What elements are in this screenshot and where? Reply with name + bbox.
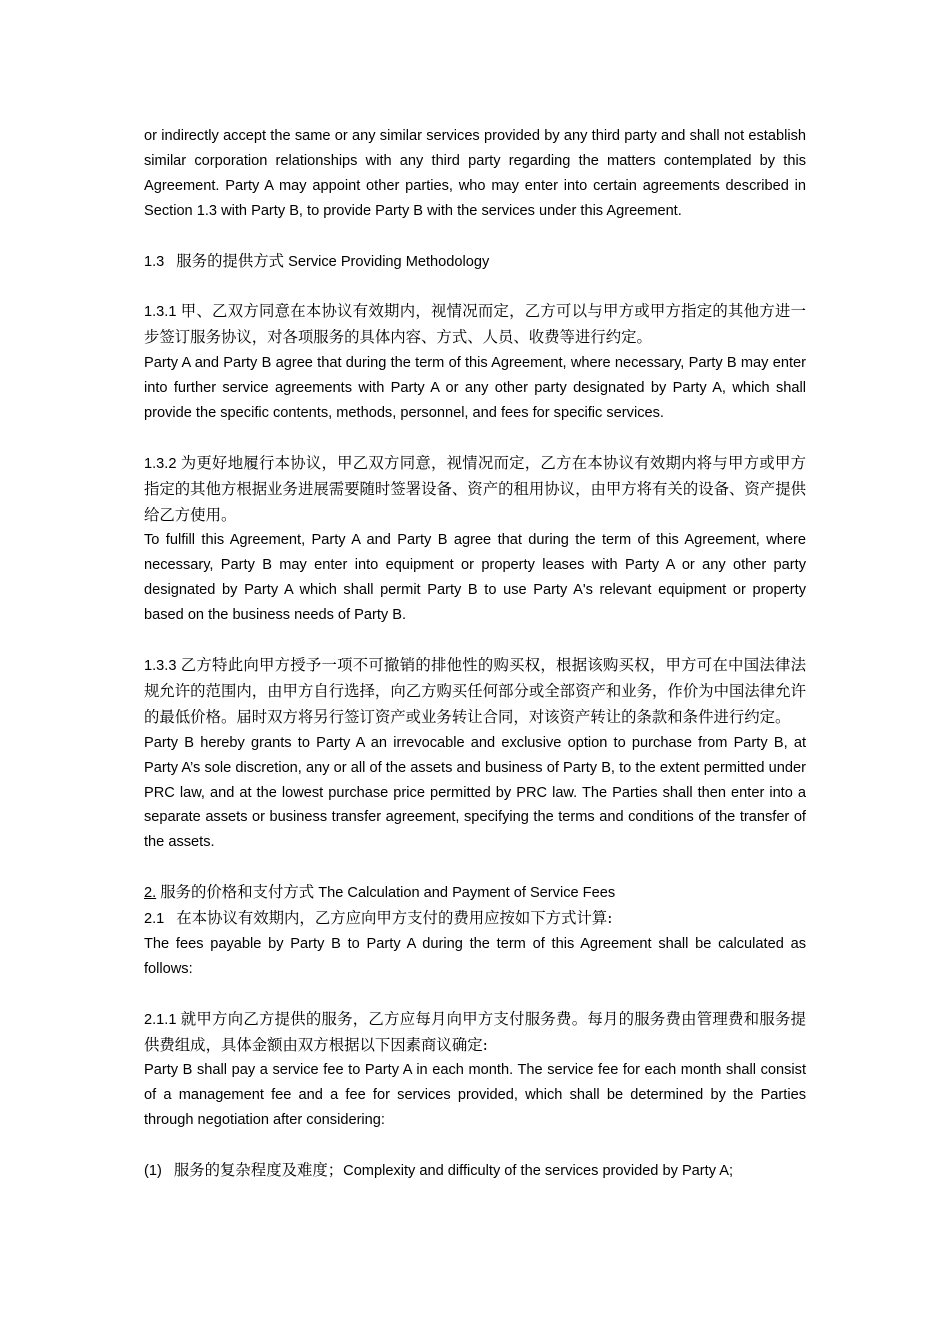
clause-text-cn: 在本协议有效期内，乙方应向甲方支付的费用应按如下方式计算: [176,909,613,928]
clause-1-3-1-en: Party A and Party B agree that during the term of this Agreement, where necessary, Party B may enter into further service agreements with Party A or any other party designated by Party A, which shall provide the specific contents, methods, personnel, and fees for specific services. [144,355,806,421]
spacer [144,426,806,451]
clause-2-1-1-cn [144,1007,806,1059]
section-title-en: Service Providing Methodology [288,253,490,270]
clause-number: 1.3.2 [144,455,177,472]
clause-text-cn: 就甲方向乙方提供的服务，乙方应每月向甲方支付服务费。每月的服务费由管理费和服务提供费组成，具体金额由双方根据以下因素商议确定: [144,1009,806,1054]
intro-paragraph: or indirectly accept the same or any similar services provided by any third party and shall not establish similar corporation relationships with any third party regarding the matters contemplated by this Agreement. Party A may appoint other parties, who may enter into certain agreements described in Section 1.3 with Party B, to provide Party B with the services under this Agreement. [144,128,806,219]
spacer [144,274,806,299]
list-item-number: (1) [144,1163,162,1180]
clause-number: 1.3.3 [144,657,177,674]
section-2-heading [144,880,806,906]
spacer [144,1133,806,1158]
clause-2-1-cn [144,906,806,932]
clause-1-3-1-cn [144,299,806,351]
clause-text-cn: 乙方特此向甲方授予一项不可撤销的排他性的购买权，根据该购买权，甲方可在中国法律法规允许的范围内，由甲方自行选择，向乙方购买任何部分或全部资产和业务，作价为中国法律允许的最低价格。届时双方将另行签订资产或业务转让合同，对该资产转让的条款和条件进行约定。 [144,655,806,726]
spacer [144,224,806,249]
spacer [144,982,806,1007]
clause-1-3-2-cn [144,451,806,529]
section-title-cn: 服务的价格和支付方式 [160,883,315,902]
clause-number: 2.1 [144,911,165,928]
clause-2-1-1-en: Party B shall pay a service fee to Party A in each month. The service fee for each month shall consist of a management fee and a fee for services provided, which shall be determined by the Parties through negotiation after considering: [144,1062,806,1129]
clause-number: 1.3.1 [144,304,177,321]
list-item-text-cn: 服务的复杂程度及难度； [173,1161,344,1180]
document-body [144,124,806,1184]
spacer [144,855,806,880]
clause-1-3-2-en: To fulfill this Agreement, Party A and Party B agree that during the term of this Agreement, where necessary, Party B may enter into equipment or property leases with Party A or any other party designated by Party A which shall permit Party B to use Party A's relevant equipment or property based on the business needs of Party B. [144,532,806,624]
list-item-1 [144,1158,806,1184]
section-number: 2. [144,885,157,902]
section-title-en: The Calculation and Payment of Service Fees [318,885,616,902]
clause-1-3-3-cn [144,653,806,731]
clause-1-3-3-en: Party B hereby grants to Party A an irrevocable and exclusive option to purchase from Party B, at Party A’s sole discretion, any or all of the assets and business of Party B, to the extent permitted under PRC law, and at the lowest purchase price permitted by PRC law. The Parties shall then enter into a separate assets or business transfer agreement, specifying the terms and conditions of the transfer of the assets. [144,734,806,851]
clause-number: 2.1.1 [144,1011,177,1028]
section-1-3-heading [144,249,806,275]
section-title-cn: 服务的提供方式 [176,251,285,270]
spacer [144,628,806,653]
clause-text-cn: 为更好地履行本协议，甲乙双方同意，视情况而定，乙方在本协议有效期内将与甲方或甲方指定的其他方根据业务进展需要随时签署设备、资产的租用协议，由甲方将有关的设备、资产提供给乙方使用。 [144,453,806,524]
clause-text-cn: 甲、乙双方同意在本协议有效期内，视情况而定，乙方可以与甲方或甲方指定的其他方进一步签订服务协议，对各项服务的具体内容、方式、人员、收费等进行约定。 [144,302,806,347]
clause-2-1-en: The fees payable by Party B to Party A during the term of this Agreement shall be calculated as follows: [144,935,806,977]
section-number: 1.3 [144,253,165,270]
list-item-text-en: Complexity and difficulty of the services provided by Party A; [343,1163,734,1180]
